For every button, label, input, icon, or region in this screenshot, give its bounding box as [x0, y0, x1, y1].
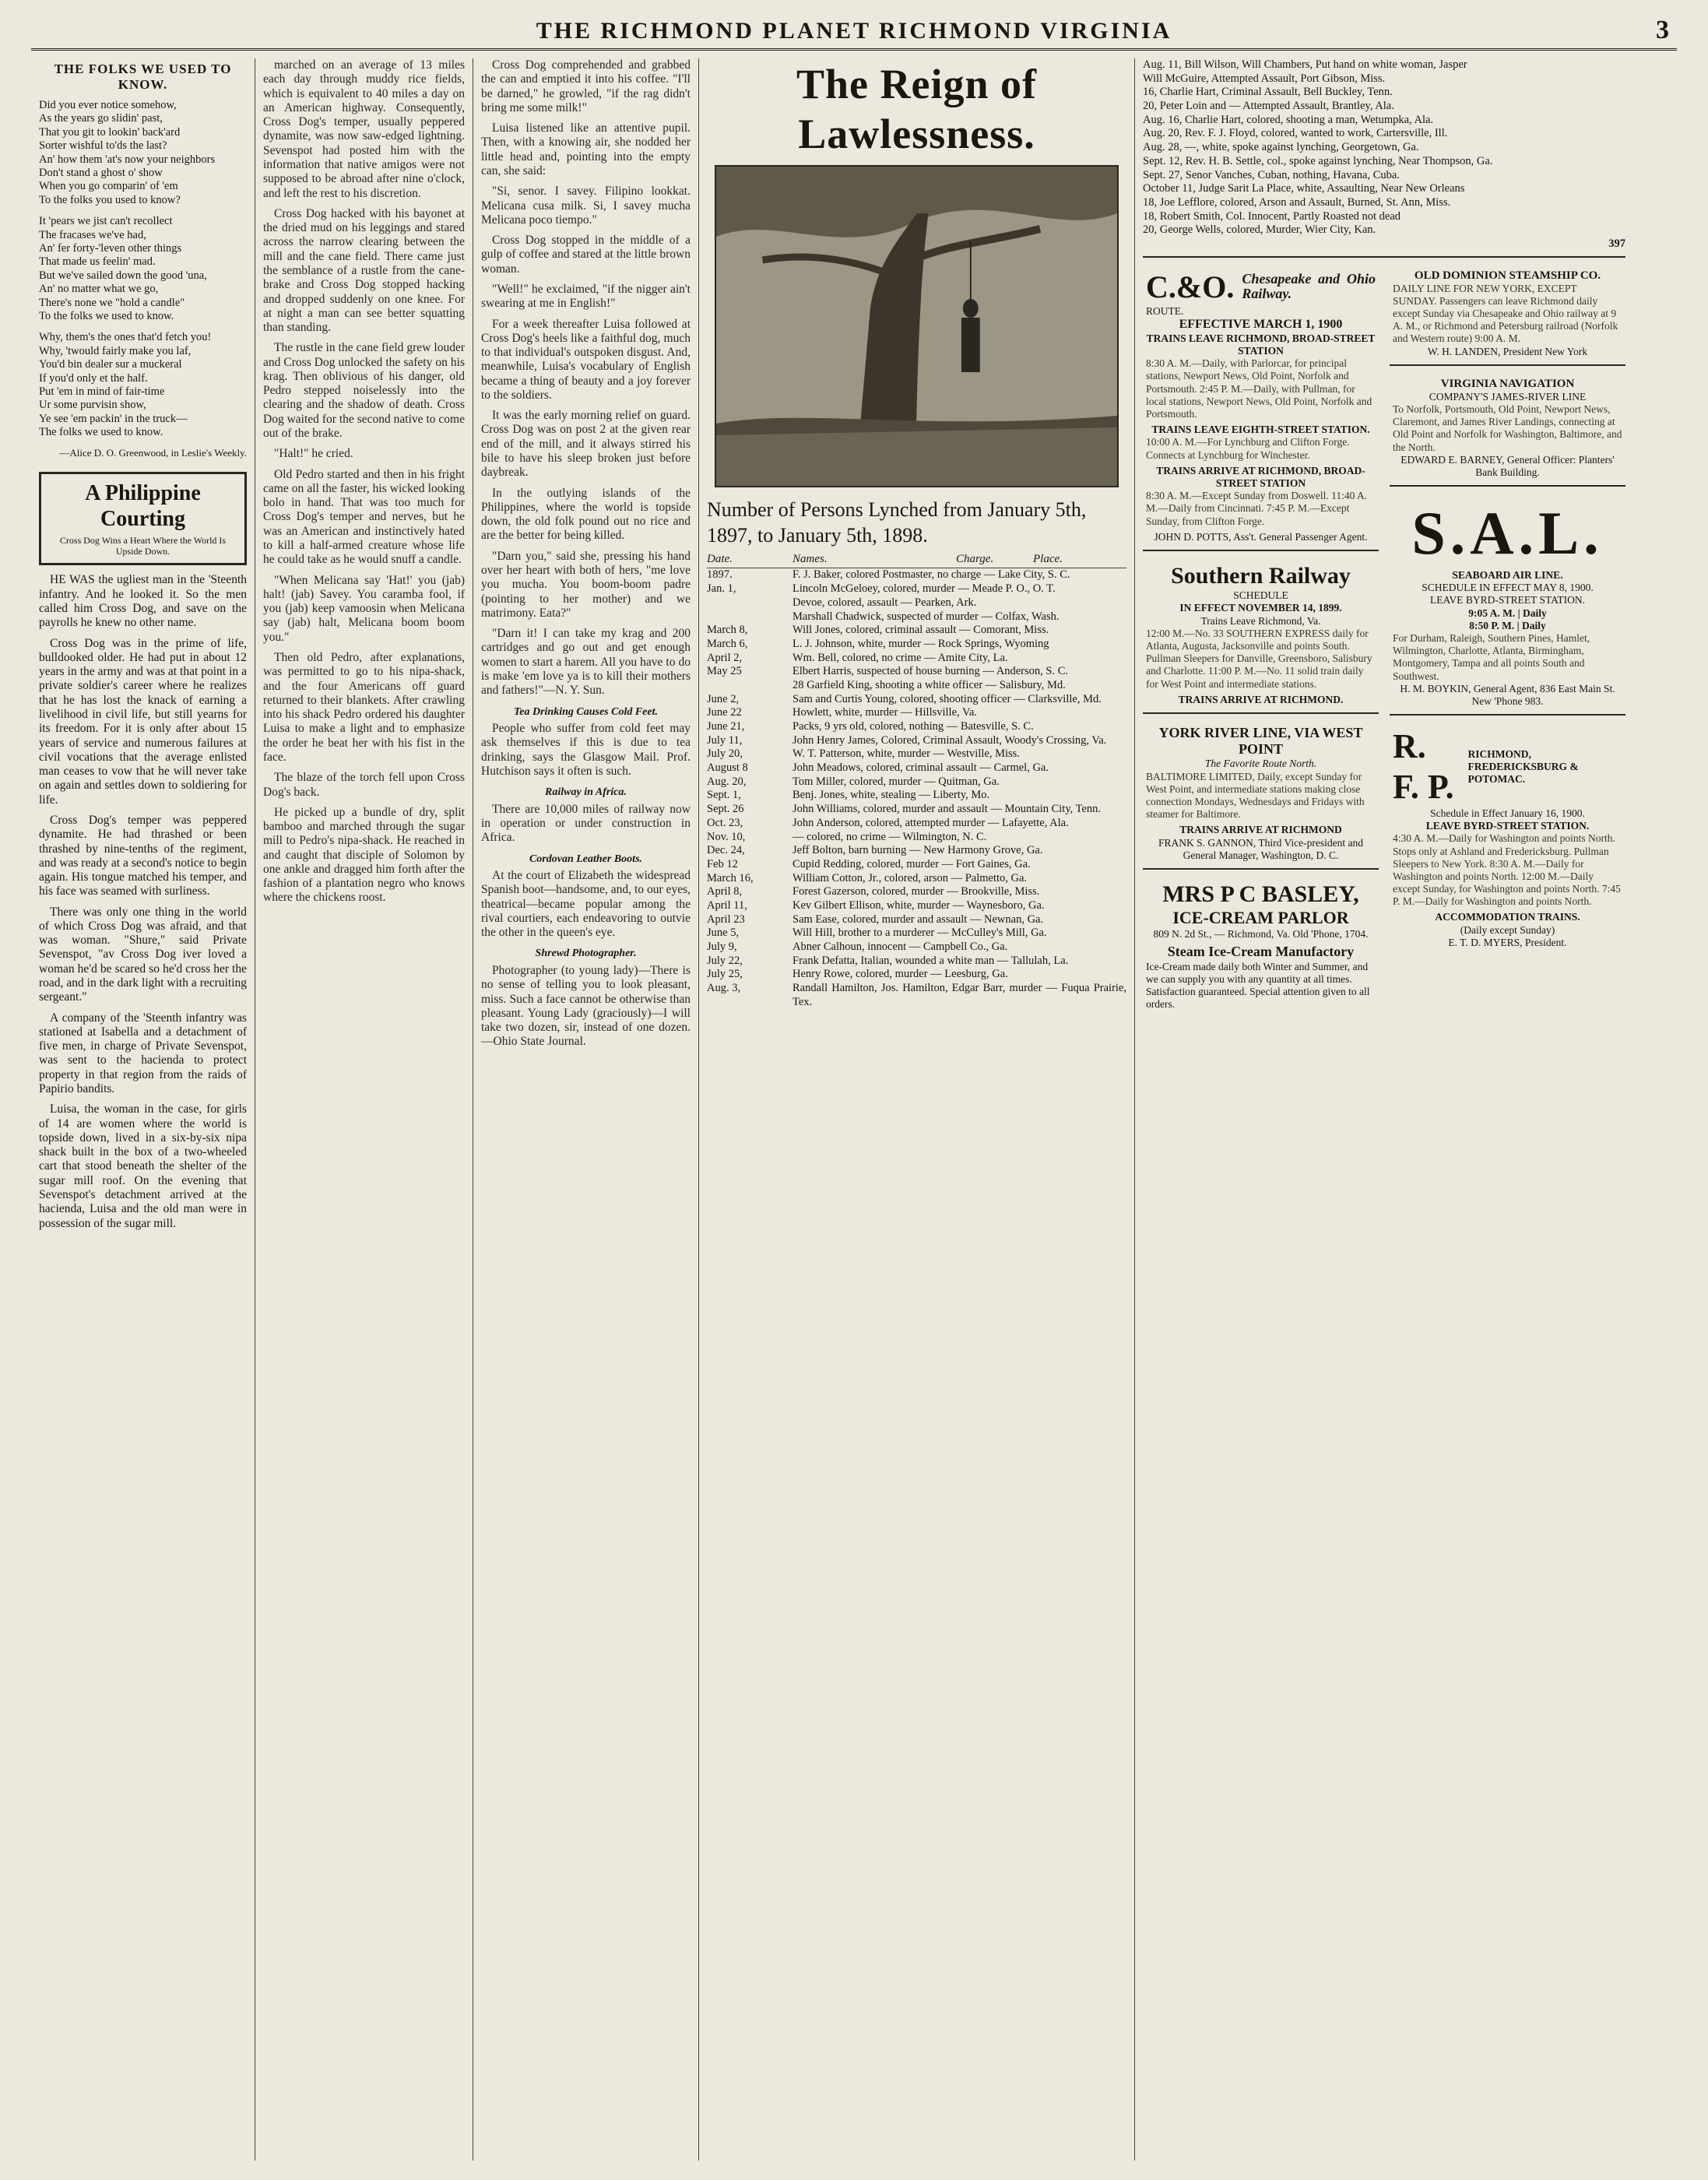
row-date: June 21,	[707, 720, 745, 733]
columns	[31, 58, 1677, 2161]
article-paragraph: "Halt!" he cried.	[274, 447, 353, 461]
row-date: March 16,	[707, 871, 754, 884]
row-entry: Tom Miller, colored, murder — Quitman, Ga.	[792, 775, 1000, 788]
co-logo: C.&O.	[1146, 269, 1235, 304]
table-row	[707, 789, 1126, 803]
table-row	[707, 803, 1126, 817]
southern-schedule: SCHEDULE	[1233, 589, 1288, 602]
york-sub: The Favorite Route North.	[1204, 758, 1317, 770]
york-arrive: TRAINS ARRIVE AT RICHMOND	[1179, 824, 1342, 836]
article-paragraph: "Well!" he exclaimed, "if the nigger ain't swearing at me in English!"	[481, 282, 691, 311]
row-entry: Wm. Bell, colored, no crime — Amite City, La.	[792, 651, 1008, 664]
ads-left	[1143, 262, 1379, 1022]
table-row	[707, 596, 1126, 610]
article-headline-box	[39, 472, 247, 565]
sal-schedule: SCHEDULE IN EFFECT MAY 8, 1900.	[1422, 582, 1594, 594]
basley-title: ICE-CREAM PARLOR	[1172, 908, 1349, 928]
column-4-lynching-record	[699, 58, 1135, 2161]
york-title: YORK RIVER LINE, VIA WEST POINT	[1158, 724, 1363, 758]
co-heading-2: TRAINS LEAVE EIGHTH-STREET STATION.	[1151, 424, 1370, 436]
rfp-signed: E. T. D. MYERS, President.	[1448, 936, 1567, 948]
york-signed: FRANK S. GANNON, Third Vice-president and General Manager, Washington, D. C.	[1158, 836, 1364, 861]
article-paragraph: In the outlying islands of the Philippines, where the world is topside down, the old folk pound out no rice and are the better for being killed.	[481, 486, 691, 543]
list-item: Aug. 28, —, white, spoke against lynching, Georgetown, Ga.	[1143, 141, 1419, 154]
column-5-advertisements	[1135, 58, 1633, 2161]
row-date: Jan. 1,	[707, 582, 736, 596]
row-date: April 11,	[707, 898, 747, 912]
row-date: March 8,	[707, 624, 748, 637]
row-date: April 23	[707, 912, 745, 926]
ad-southern-railway	[1143, 556, 1379, 714]
article-paragraph: Old Pedro started and then in his fright came on all the faster, his wicked looking bolo in hand. That was too much for Cross Dog's temper and nerves, but he was an American and instinctively hated to kill a half-armed creature whose life he could take as he would snuff a candle.	[263, 467, 465, 567]
row-date	[707, 610, 792, 624]
article-paragraph: He picked up a bundle of dry, split bamboo and marched through the sugar mill to Pedro's nipa-shack. He reached in and caught that disciple of Solomon by one ankle and dragged him forth after the fashion of a plantation negro who knows where the chickens roost.	[263, 805, 465, 905]
short-item-title: Tea Drinking Causes Cold Feet.	[513, 705, 658, 718]
lynching-table-header	[707, 553, 1126, 569]
table-row	[707, 747, 1126, 761]
engraving-illustration	[715, 165, 1119, 487]
list-item: October 11, Judge Sarit La Place, white, Assaulting, Near New Orleans	[1143, 182, 1465, 195]
sal-logo: S.A.L.	[1411, 499, 1604, 568]
list-item: Sept. 27, Senor Vanches, Cuban, nothing, Havana, Cuba.	[1143, 168, 1400, 181]
table-row	[707, 885, 1126, 899]
ads-right	[1390, 262, 1625, 1022]
virginia-body: To Norfolk, Portsmouth, Old Point, Newport News, Claremont, and James River Landings, connecting at Old Point and Norfolk for Washington, Baltimore, and the North.	[1393, 403, 1622, 453]
header-date: Date.	[707, 552, 733, 565]
list-item: Sept. 12, Rev. H. B. Settle, col., spoke against lynching, Near Thompson, Ga.	[1143, 154, 1493, 167]
lynching-headline: The Reign of Lawlessness.	[796, 61, 1037, 157]
engraving-tree-image	[716, 167, 1117, 486]
list-item: Aug. 20, Rev. F. J. Floyd, colored, wanted to work, Cartersville, Ill.	[1143, 127, 1448, 140]
short-item-text: There are 10,000 miles of railway now in operation or under construction in Africa.	[481, 802, 691, 845]
dominion-body: DAILY LINE FOR NEW YORK, EXCEPT SUNDAY. Passengers can leave Richmond daily except Sunday via Chesapeake and Ohio railway at 9 A. M., or Richmond and Petersburg railroad (Norfolk and Western route) 9:00 A. M.	[1393, 282, 1618, 345]
rfp-accommodation: ACCOMMODATION TRAINS.	[1435, 911, 1580, 923]
lynching-caption-line-1: Number of Persons Lynched from January 5th,	[707, 498, 1087, 522]
virginia-signed: EDWARD E. BARNEY, General Officer: Planters' Bank Building.	[1400, 453, 1615, 478]
row-entry: Will Hill, brother to a murderer — McCulley's Mill, Ga.	[792, 926, 1047, 940]
list-item: 20, Peter Loin and — Attempted Assault, Brantley, Ala.	[1143, 100, 1394, 113]
row-date: June 5,	[707, 926, 740, 940]
row-entry: John Henry James, Colored, Criminal Assault, Woody's Crossing, Va.	[792, 733, 1107, 747]
table-row	[707, 761, 1126, 775]
table-row	[707, 817, 1126, 831]
table-row	[707, 968, 1126, 982]
row-entry: — colored, no crime — Wilmington, N. C.	[792, 830, 987, 843]
list-item: 18, Robert Smith, Col. Innocent, Partly Roasted not dead	[1143, 209, 1401, 223]
header-charge: Charge.	[956, 552, 994, 565]
table-row	[707, 941, 1126, 955]
co-header	[1146, 269, 1376, 305]
article-paragraph: For a week thereafter Luisa followed at Cross Dog's heels like a faithful dog, much to that individual's outspoken disgust. And, meanwhile, Luisa's vocabulary of English became a thing of beauty and a joy forever to the soldiers.	[481, 317, 691, 402]
article-paragraph: Luisa listened like an attentive pupil. Then, with a knowing air, she nodded her little head and, pointing into the empty can, she said:	[481, 121, 691, 178]
article-paragraph: Cross Dog comprehended and grabbed the can and emptied it into his coffee. "I'll be darned," he growled, "if the rag didn't bring me some milk!"	[481, 58, 691, 114]
row-date: June 2,	[707, 692, 740, 705]
co-name: Chesapeake and Ohio Railway.	[1242, 271, 1376, 302]
lynching-table-rows	[707, 568, 1126, 1009]
row-date: 1897.	[707, 568, 733, 582]
table-row	[707, 775, 1126, 789]
sal-leave: LEAVE BYRD-STREET STATION.	[1429, 594, 1586, 607]
article-paragraph: It was the early morning relief on guard. Cross Dog was on post 2 at the given rear end of the mill, and it always stirred his bile to have his sleep broken just before daybreak.	[481, 409, 691, 480]
rfp-logo: R. F. P.	[1393, 727, 1454, 807]
lynching-caption-line-2: 1897, to January 5th, 1898.	[707, 524, 928, 547]
row-entry: Forest Gazerson, colored, murder — Brookville, Miss.	[792, 885, 1040, 898]
list-item: Aug. 11, Bill Wilson, Will Chambers, Put hand on white woman, Jasper	[1143, 58, 1467, 71]
article-paragraph: Cross Dog stopped in the middle of a gulp of coffee and stared at the little brown woman.	[481, 234, 691, 276]
short-item	[481, 948, 691, 1049]
table-row	[707, 679, 1126, 693]
header-place: Place.	[1033, 552, 1063, 565]
row-entry: William Cotton, Jr., colored, arson — Palmetto, Ga.	[792, 871, 1028, 884]
rfp-leave: LEAVE BYRD-STREET STATION.	[1425, 820, 1590, 832]
row-date: May 25	[707, 665, 742, 678]
row-entry: John Meadows, colored, criminal assault — Carmel, Ga.	[792, 761, 1049, 775]
row-entry: Jeff Bolton, barn burning — New Harmony Grove, Ga.	[792, 844, 1043, 857]
sal-line: SEABOARD AIR LINE.	[1452, 569, 1563, 582]
list-total: 397	[1608, 237, 1625, 250]
column-3	[473, 58, 699, 2161]
co-heading-1: TRAINS LEAVE RICHMOND, BROAD-STREET STATION	[1146, 332, 1376, 357]
poem-stanza: It 'pears we jist can't recollect The fracases we've had, An' fer forty-'leven other things That made us feelin' mad. But we've sailed down the good 'una, An' no matter what we go, There's none we "hold a candle" To the folks we used to know.	[39, 215, 207, 322]
article-paragraph: The rustle in the cane field grew louder and Cross Dog unlocked the safety on his krag. Then oblivious of his danger, old Pedro stepped noiselessly into the clearing and the shadow of death. Cross Dog waited for the second native to come out of the brake.	[263, 341, 465, 441]
row-date: Sept. 1,	[707, 789, 741, 802]
table-row	[707, 734, 1126, 748]
article-paragraph: marched on an average of 13 miles each day through muddy rice fields, which is equivalent to 40 miles a day on an American highway. Consequently, Cross Dog's temper, usually peppered dynamite, was now saw-edged lightning. Sevenspot had posted him with the information that native amigos were not supposed to be abroad after nine o'clock, and left the rest to his discretion.	[263, 58, 465, 200]
row-entry: Lincoln McGeloey, colored, murder — Meade P. O., O. T.	[792, 582, 1056, 596]
page-number: 3	[1656, 16, 1669, 44]
virginia-title: VIRGINIA NAVIGATION	[1440, 377, 1575, 390]
row-entry: 28 Garfield King, shooting a white officer — Salisbury, Md.	[792, 678, 1066, 691]
rfp-accommodation-sub: (Daily except Sunday)	[1460, 923, 1555, 936]
table-row	[707, 652, 1126, 666]
table-row	[707, 720, 1126, 734]
row-entry: Cupid Redding, colored, murder — Fort Gaines, Ga.	[792, 857, 1031, 870]
ad-basley-ice-cream	[1143, 874, 1379, 1018]
lynching-list-continued	[1143, 58, 1625, 258]
sal-time-1: 9:05 A. M. | Daily	[1468, 607, 1547, 619]
row-entry: L. J. Johnson, white, murder — Rock Springs, Wyoming	[792, 637, 1049, 650]
article-subtitle: Cross Dog Wins a Heart Where the World Is Upside Down.	[59, 535, 227, 557]
article-paragraph: Cross Dog's temper was peppered dynamite. He had thrashed or been thrashed by nine-tenths of the regiment, and was ready at a second's notice to begin again. His tongue matched his temper, and his face was seamed with surliness.	[39, 813, 247, 898]
ad-co-railway	[1143, 262, 1379, 551]
row-date: April 8,	[707, 885, 743, 898]
sal-signed: H. M. BOYKIN, General Agent, 836 East Main St.	[1400, 682, 1615, 694]
row-date: March 6,	[707, 637, 748, 650]
row-date: August 8	[707, 761, 748, 775]
row-date: July 20,	[707, 747, 743, 761]
table-row	[707, 913, 1126, 927]
poem-stanza: Why, them's the ones that'd fetch you! Why, 'twould fairly make you laf, You'd bin dealer sur a muckeral If you'd only et the half. Put 'em in mind of fair-time Ur some purvisin show, Ye see 'em packin' in the truck— The folks we used to know.	[39, 331, 212, 439]
article-paragraph: Cross Dog hacked with his bayonet at the dried mud on his leggings and stared across the narrow clearing between the mill and the cane field. There came just the semblance of a rustle from the cane-brake and Cross Dog stopped hacking and dropped suddenly on one knee. For at night a man can see better squatting than standing.	[263, 206, 465, 335]
table-row	[707, 610, 1126, 624]
table-row	[707, 899, 1126, 913]
basley-address: 809 N. 2d St., — Richmond, Va. Old 'Phone, 1704.	[1153, 928, 1369, 941]
basley-heading: Steam Ice-Cream Manufactory	[1167, 944, 1355, 960]
row-entry: Kev Gilbert Ellison, white, murder — Waynesboro, Ga.	[792, 898, 1045, 912]
sal-body: For Durham, Raleigh, Southern Pines, Hamlet, Wilmington, Charlotte, Atlanta, Birmingham, Montgomery, Tampa and all points South and Southwest.	[1393, 632, 1590, 682]
continued-list	[1143, 58, 1625, 237]
poem-title: THE FOLKS WE USED TO KNOW.	[54, 62, 232, 93]
article-paragraph: Luisa, the woman in the case, for girls of 14 are women where the world is topside down, lived in a six-by-six nipa shack built in the box of a two-wheeled cart that stood beneath the shelter of the sugar mill roof. On the evening that Sevenspot's detachment arrived at the hacienda, Luisa and the old man were in possession of the sugar mill.	[39, 1102, 247, 1230]
row-entry: Sam and Curtis Young, colored, shooting officer — Clarksville, Md.	[792, 692, 1102, 705]
row-entry: Howlett, white, murder — Hillsville, Va.	[792, 706, 977, 719]
list-item: 18, Joe Lefflore, colored, Arson and Assault, Burned, St. Ann, Miss.	[1143, 195, 1451, 209]
table-row	[707, 926, 1126, 941]
table-row	[707, 638, 1126, 652]
row-date: Aug. 20,	[707, 775, 747, 788]
basley-body: Ice-Cream made daily both Winter and Summer, and we can supply you with any quantity at all times. Satisfaction guaranteed. Special attention given to all orders.	[1146, 960, 1370, 1011]
table-row	[707, 844, 1126, 858]
article-paragraph: HE WAS the ugliest man in the 'Steenth infantry. And he looked it. So the men called him Cross Dog, and save on the payrolls he knew no other name.	[39, 573, 247, 630]
list-item: 16, Charlie Hart, Criminal Assault, Bell Buckley, Tenn.	[1143, 86, 1393, 99]
short-item-title: Shrewd Photographer.	[535, 948, 637, 960]
row-entry: Packs, 9 yrs old, colored, nothing — Batesville, S. C.	[792, 720, 1034, 733]
table-row	[707, 955, 1126, 969]
row-date	[707, 596, 792, 610]
row-date: Aug. 3,	[707, 982, 741, 995]
southern-sub: Trains Leave Richmond, Va.	[1200, 614, 1321, 627]
masthead-title: THE RICHMOND PLANET RICHMOND VIRGINIA	[536, 18, 1172, 44]
article-paragraph: "Darn it! I can take my krag and 200 cartridges and go out and get enough women to start a harem. All you have to do is make 'em love ya is to kill their mothers and fathers!"—N. Y. Sun.	[481, 627, 691, 698]
row-entry: W. T. Patterson, white, murder — Westville, Miss.	[792, 747, 1020, 761]
co-effective: EFFECTIVE MARCH 1, 1900	[1179, 318, 1343, 331]
list-item: Aug. 16, Charlie Hart, colored, shooting a man, Wetumpka, Ala.	[1143, 113, 1434, 126]
short-item	[481, 853, 691, 941]
row-entry: Marshall Chadwick, suspected of murder — Colfax, Wash.	[792, 610, 1060, 623]
table-row	[707, 582, 1126, 596]
header-names: Names.	[792, 552, 828, 565]
article-paragraph: Cross Dog was in the prime of life, bulldooked older. He had put in about 12 years in the army and was at that point in a private soldier's career where he realizes that he has lost the knack of earning a livelihood in civil life, but still yearns for its freedom. For it is only after about 15 years of service and numerous failures at civil vocations that the average enlisted man ceases to vow that he will never take on again and settles down to soldiering for life.	[39, 636, 247, 807]
short-item-text: Photographer (to young lady)—There is no sense of telling you to look pleasant, miss. Such a face cannot be otherwise than pleasant. Young Lady (graciously)—I will take two dozen, sir, instead of one dozen.—Ohio State Journal.	[481, 963, 691, 1049]
poem	[39, 99, 247, 459]
row-date: Oct. 23,	[707, 816, 743, 829]
row-date: July 22,	[707, 954, 743, 967]
row-entry: Randall Hamilton, Jos. Hamilton, Edgar Barr, murder — Fuqua Prairie, Tex.	[792, 982, 1126, 1008]
sal-phone: New 'Phone 983.	[1471, 694, 1544, 707]
article-paragraph: "Darn you," said she, pressing his hand over her heart with both of hers, "me love you mucha. You boom-boom padre (pointing to her mother) and we matrimony. Eata?"	[481, 549, 691, 620]
rfp-name: RICHMOND, FREDERICKSBURG & POTOMAC.	[1467, 747, 1579, 786]
row-entry: Henry Rowe, colored, murder — Leesburg, Ga.	[792, 968, 1008, 981]
column-2	[255, 58, 473, 2161]
row-date: Dec. 24,	[707, 844, 745, 857]
co-body-2: 10:00 A. M.—For Lynchburg and Clifton Forge. Connects at Lynchburg for Winchester.	[1146, 436, 1350, 461]
dominion-title: OLD DOMINION STEAMSHIP CO.	[1414, 269, 1601, 282]
column-1	[31, 58, 255, 2161]
row-date: July 25,	[707, 968, 743, 981]
sal-time-2: 8:50 P. M. | Daily	[1469, 619, 1546, 631]
article-paragraph: "When Melicana say 'Hat!' you (jab) halt! (jab) Savey. You caramba fool, if you (jab) keep vamoosin when Melicana say (jab) halt, Melicana boom boom you."	[263, 573, 465, 644]
table-row	[707, 831, 1126, 845]
table-row	[707, 665, 1126, 679]
table-row	[707, 858, 1126, 872]
york-body: BALTIMORE LIMITED, Daily, except Sunday for West Point, and intermediate stations making close connection Mondays, Wednesdays and Fridays with steamer for Baltimore.	[1146, 770, 1365, 821]
article-paragraph: "Si, senor. I savey. Filipino lookkat. Melicana cusa milk. Si, I savey mucha Melicana poco tiempo."	[481, 185, 691, 227]
short-item-title: Cordovan Leather Boots.	[529, 853, 643, 865]
list-item: 20, George Wells, colored, Murder, Wier City, Kan.	[1143, 223, 1376, 237]
ad-rfp-railroad	[1390, 720, 1625, 955]
table-row	[707, 693, 1126, 707]
table-row	[707, 568, 1126, 582]
southern-title: Southern Railway	[1171, 562, 1351, 589]
co-heading-3: TRAINS ARRIVE AT RICHMOND, BROAD-STREET STATION	[1156, 464, 1365, 489]
ad-seaboard-air-line	[1390, 491, 1625, 716]
ads-grid	[1143, 262, 1625, 1022]
short-item	[481, 706, 691, 779]
masthead	[31, 14, 1677, 51]
article-paragraph: Then old Pedro, after explanations, was permitted to go to his nipa-shack, and the four Americans off guard returned to their blankets. After crawling into his shack Pedro ordered his daughter Luisa to make a light and to emphasize the order he beat her with his fist in the face.	[263, 650, 465, 764]
row-entry: Benj. Jones, white, stealing — Liberty, Mo.	[792, 789, 990, 802]
row-entry: F. J. Baker, colored Postmaster, no charge — Lake City, S. C.	[792, 568, 1070, 582]
row-date: April 2,	[707, 651, 743, 664]
poem-stanza: Did you ever notice somehow, As the years go slidin' past, That you git to lookin' back'ard Sorter wishful to'ds the last? An' how them 'at's now your neighbors Don't stand a ghost o' show When you go comparin' of 'em To the folks you used to know?	[39, 99, 216, 206]
poem-attribution: —Alice D. O. Greenwood, in Leslie's Weekly.	[59, 447, 247, 459]
co-body-1: 8:30 A. M.—Daily, with Parlorcar, for principal stations, Newport News, Old Point, Norfolk and Portsmouth. 2:45 P. M.—Daily, with Pullman, for local stations, Newport News, Old Point, Norfolk and Portsmouth.	[1146, 357, 1372, 420]
table-row	[707, 706, 1126, 720]
short-item-text: People who suffer from cold feet may ask themselves if this is due to tea drinking, says the Glasgow Mail. Prof. Hutchison says it often is such.	[481, 722, 691, 778]
row-entry: John Williams, colored, murder and assault — Mountain City, Tenn.	[792, 803, 1102, 816]
row-date: Feb 12	[707, 857, 738, 870]
row-entry: Devoe, colored, assault — Pearken, Ark.	[792, 596, 977, 609]
row-date: Sept. 26	[707, 803, 744, 816]
table-row	[707, 624, 1126, 638]
short-item-title: Railway in Africa.	[545, 786, 627, 799]
row-date: Nov. 10,	[707, 830, 746, 843]
rfp-schedule: Schedule in Effect January 16, 1900.	[1430, 807, 1585, 819]
row-entry: Frank Defatta, Italian, wounded a white man — Tallulah, La.	[792, 954, 1069, 967]
basley-name: MRS P C BASLEY,	[1162, 881, 1359, 907]
article-title: A Philippine Courting	[85, 481, 201, 532]
row-date	[707, 679, 792, 693]
ad-york-river-line	[1143, 719, 1379, 870]
article-paragraph: A company of the 'Steenth infantry was stationed at Isabella and a detachment of five men, in charge of Private Sevenspot, was sent to the hacienda to protect property in that region from the raids of Papirio bandits.	[39, 1011, 247, 1095]
row-entry: Elbert Harris, suspected of house burning — Anderson, S. C.	[792, 665, 1068, 678]
list-item: Will McGuire, Attempted Assault, Port Gibson, Miss.	[1143, 72, 1386, 85]
row-entry: Abner Calhoun, innocent — Campbell Co., Ga.	[792, 941, 1008, 954]
co-route: ROUTE.	[1146, 304, 1184, 317]
row-date: June 22	[707, 706, 742, 719]
virginia-sub: COMPANY'S JAMES-RIVER LINE	[1429, 390, 1587, 403]
row-date: July 11,	[707, 733, 743, 747]
rfp-header	[1393, 726, 1622, 807]
rfp-body: 4:30 A. M.—Daily for Washington and points North. Stops only at Ashland and Fredericksburg. Pullman Sleepers to New York. 8:30 A. M.—Daily for Washington and points North. 12:00 M.—Daily except Sunday, for Washington and points North. 7:45 P. M.—Daily for Washington and points North.	[1393, 832, 1621, 908]
row-entry: Will Jones, colored, criminal assault — Comorant, Miss.	[792, 624, 1049, 637]
dominion-signed: W. H. LANDEN, President New York	[1427, 345, 1588, 357]
table-row	[707, 982, 1126, 1009]
co-signed: JOHN D. POTTS, Ass't. General Passenger Agent.	[1154, 530, 1368, 543]
southern-arrive: TRAINS ARRIVE AT RICHMOND.	[1178, 693, 1344, 705]
co-body-3: 8:30 A. M.—Except Sunday from Doswell. 11:40 A. M.—Daily from Cincinnati. 7:45 P. M.—Except Sunday, from Clifton Forge.	[1146, 490, 1368, 527]
article-paragraph: The blaze of the torch fell upon Cross Dog's back.	[263, 771, 465, 799]
table-row	[707, 872, 1126, 886]
row-entry: Sam Ease, colored, murder and assault — Newnan, Ga.	[792, 912, 1044, 926]
short-item-text: At the court of Elizabeth the widespread Spanish boot—handsome, and, to our eyes, theatrical—became popular among the rival courtiers, each endeavoring to outvie the other in the queen's eye.	[481, 869, 691, 940]
short-item	[481, 786, 691, 845]
article-paragraph: There was only one thing in the world of which Cross Dog was afraid, and that was woman. "Shure," said Private Sevenspot, "av Cross Dog iver loved a woman he'd be scared so he'd cross her the road, and in the dark light with a recruiting sergeant."	[39, 905, 247, 1004]
southern-effective: IN EFFECT NOVEMBER 14, 1899.	[1179, 602, 1342, 614]
ad-virginia-navigation	[1390, 371, 1625, 487]
article-body	[39, 573, 247, 1230]
row-date: July 9,	[707, 941, 737, 954]
row-entry: John Anderson, colored, attempted murder — Lafayette, Ala.	[792, 816, 1069, 829]
ad-old-dominion	[1390, 262, 1625, 366]
southern-body: 12:00 M.—No. 33 SOUTHERN EXPRESS daily for Atlanta, Augusta, Jacksonville and points South. Pullman Sleepers for Danville, Greensboro, Salisbury and Charlotte. 11:00 P. M.—No. 11 solid train daily for West Point and intermediate stations.	[1146, 627, 1372, 690]
